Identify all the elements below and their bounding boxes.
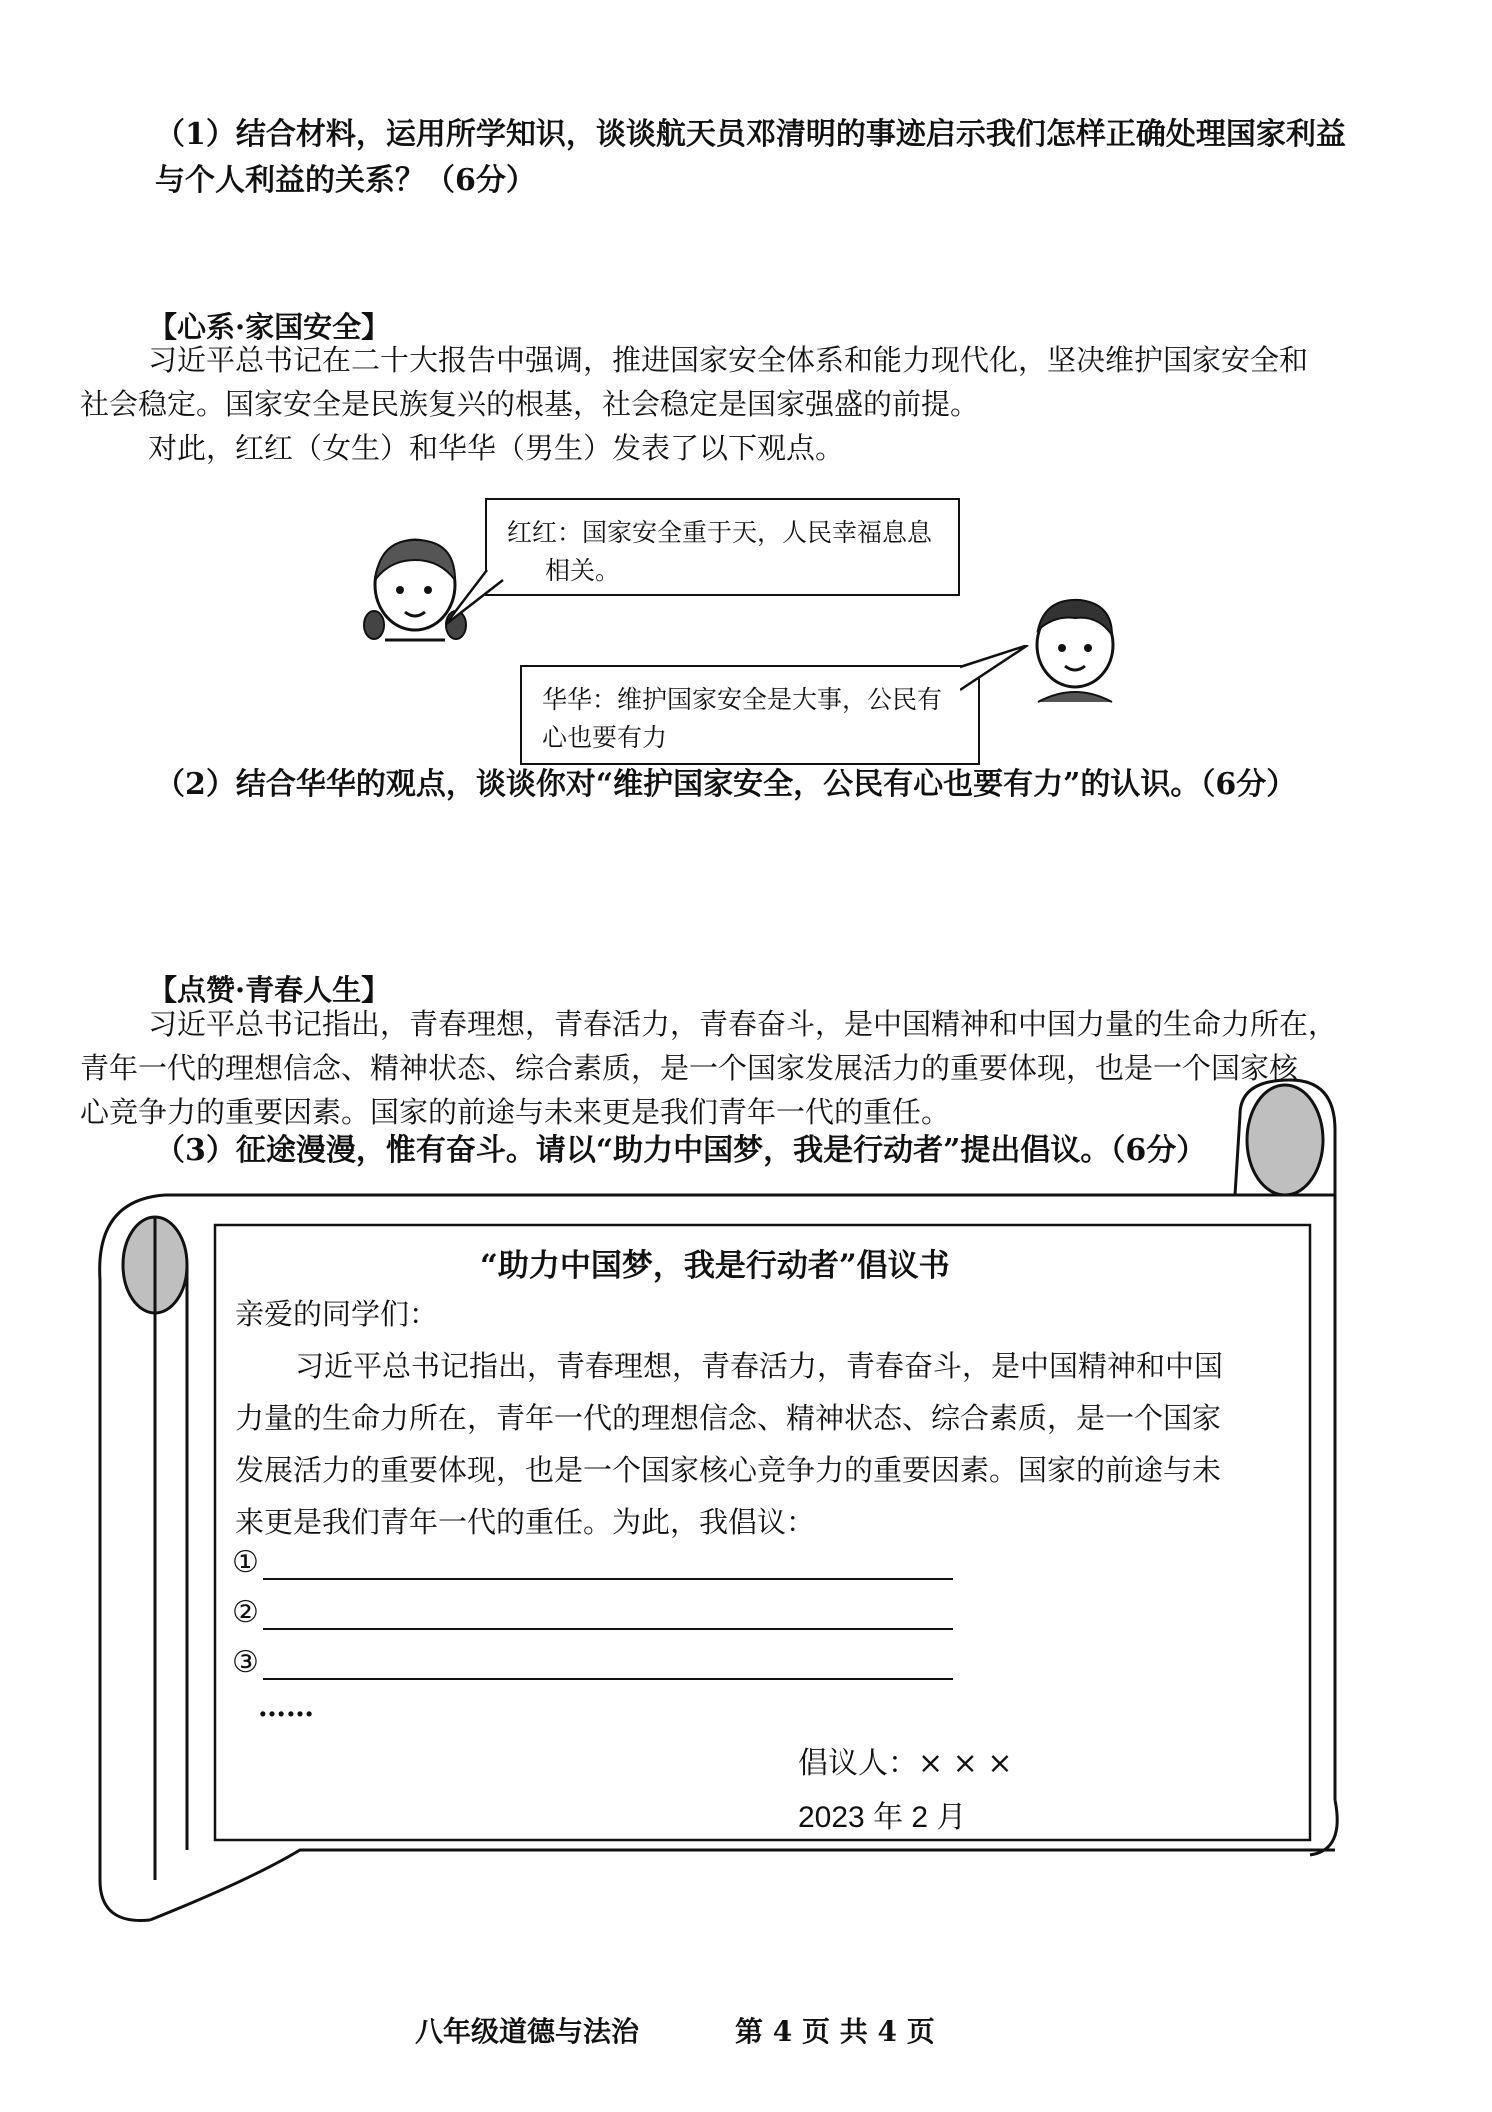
proposal-item-3 — [232, 1645, 953, 1680]
question-3: （3）征途漫漫，惟有奋斗。请以“助力中国梦，我是行动者”提出倡议。（6分） — [155, 1133, 1207, 1168]
honghong-line1: 红红：国家安全重于天，人民幸福息息 — [507, 518, 933, 547]
question-1-line1: （1）结合材料，运用所学知识，谈谈航天员邓清明的事迹启示我们怎样正确处理国家利益 — [155, 117, 1346, 152]
section-heading-youth: 【点赞·青春人生】 — [148, 973, 391, 1007]
youth-line1: 习近平总书记指出，青春理想，青春活力，青春奋斗，是中国精神和中国力量的生命力所在， — [148, 1007, 1338, 1041]
youth-line3: 心竞争力的重要因素。国家的前途与未来更是我们青年一代的重任。 — [80, 1095, 951, 1129]
answer-blank-3[interactable] — [263, 1650, 953, 1680]
item-3-marker: ③ — [232, 1645, 259, 1680]
item-2-marker: ② — [232, 1595, 259, 1630]
huahua-line1: 华华：维护国家安全是大事，公民有 — [542, 685, 943, 714]
honghong-line2: 相关。 — [545, 556, 621, 585]
footer-subject: 八年级道德与法治 — [415, 2015, 640, 2048]
footer-page-number: 第 4 页 共 4 页 — [735, 2015, 935, 2048]
section-heading-security: 【心系·家国安全】 — [148, 310, 391, 344]
security-para-line1: 习近平总书记在二十大报告中强调，推进国家安全体系和能力现代化，坚决维护国家安全和 — [148, 343, 1309, 377]
item-1-marker: ① — [232, 1545, 259, 1580]
proposal-date: 2023 年 2 月 — [798, 1801, 967, 1834]
question-2: （2）结合华华的观点，谈谈你对“维护国家安全，公民有心也要有力”的认识。（6分） — [155, 767, 1297, 802]
proposal-title: “助力中国梦，我是行动者”倡议书 — [480, 1248, 950, 1284]
answer-blank-1[interactable] — [263, 1550, 953, 1580]
proposal-greeting: 亲爱的同学们： — [235, 1297, 439, 1331]
proposal-signer: 倡议人：× × × — [798, 1746, 1013, 1781]
proposal-line2: 力量的生命力所在，青年一代的理想信念、精神状态、综合素质，是一个国家 — [235, 1401, 1222, 1435]
proposal-line1: 习近平总书记指出，青春理想，青春活力，青春奋斗，是中国精神和中国 — [295, 1349, 1224, 1383]
proposal-line4: 来更是我们青年一代的重任。为此，我倡议： — [235, 1505, 816, 1539]
proposal-line3: 发展活力的重要体现，也是一个国家核心竞争力的重要因素。国家的前途与未 — [235, 1453, 1222, 1487]
question-1-line2: 与个人利益的关系？（6分） — [155, 163, 536, 198]
proposal-item-2 — [232, 1595, 953, 1630]
security-para-line2: 社会稳定。国家安全是民族复兴的根基，社会稳定是国家强盛的前提。 — [80, 387, 980, 421]
proposal-ellipsis: …… — [258, 1690, 314, 1723]
youth-line2: 青年一代的理想信念、精神状态、综合素质，是一个国家发展活力的重要体现，也是一个国家核 — [80, 1051, 1299, 1085]
proposal-body — [235, 1288, 1295, 1548]
huahua-line2: 心也要有力 — [542, 723, 668, 752]
security-para-line3: 对此，红红（女生）和华华（男生）发表了以下观点。 — [148, 431, 845, 465]
proposal-item-1 — [232, 1545, 953, 1580]
answer-blank-2[interactable] — [263, 1600, 953, 1630]
